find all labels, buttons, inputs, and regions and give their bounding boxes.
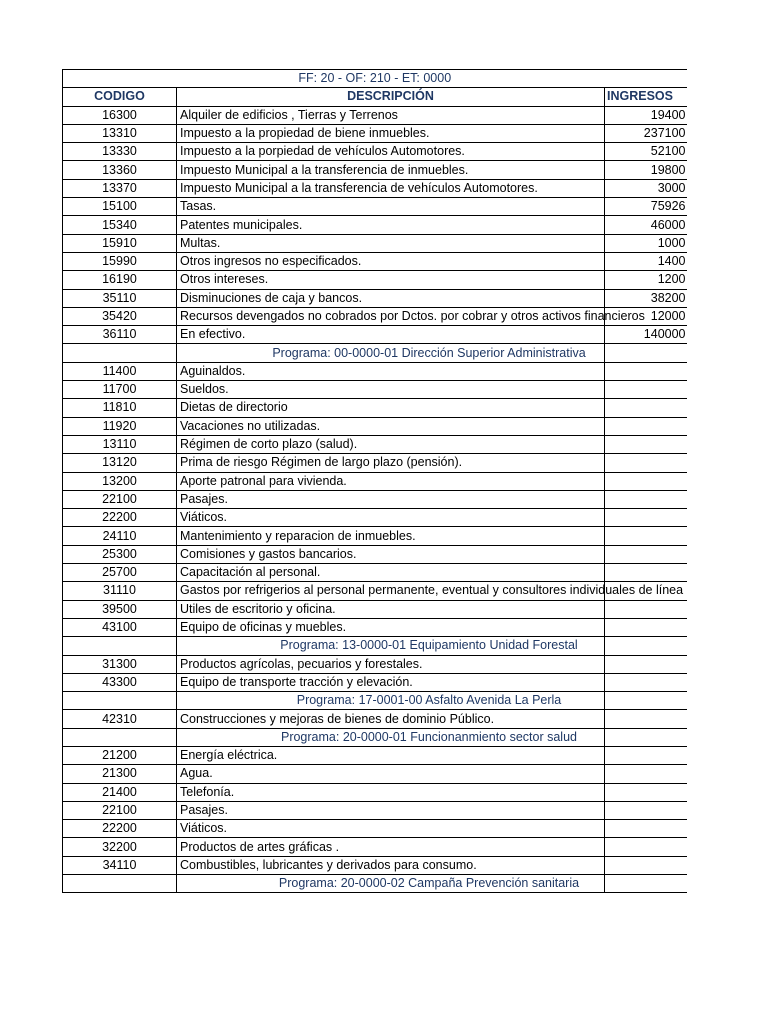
code-cell: 11400 <box>63 362 177 380</box>
header-descripcion: DESCRIPCIÓN <box>177 88 605 106</box>
table-row <box>63 179 687 197</box>
code-cell: 25700 <box>63 564 177 582</box>
description-cell: Productos de artes gráficas . <box>177 838 605 856</box>
program-amount-cell <box>605 875 687 893</box>
program-label: Programa: 20-0000-01 Funcionanmiento sector salud <box>177 728 605 746</box>
description-cell: Utiles de escritorio y oficina. <box>177 600 605 618</box>
program-amount-cell <box>605 728 687 746</box>
table-row <box>63 838 687 856</box>
description-cell: Recursos devengados no cobrados por Dctos. por cobrar y otros activos financieros <box>177 307 605 325</box>
description-cell: Pasajes. <box>177 490 605 508</box>
description-cell: Aguinaldos. <box>177 362 605 380</box>
title-row <box>63 70 687 88</box>
ingresos-cell: 237100 <box>605 124 687 142</box>
ingresos-cell <box>605 600 687 618</box>
table-row <box>63 454 687 472</box>
ingresos-cell <box>605 490 687 508</box>
description-cell: Alquiler de edificios , Tierras y Terrenos <box>177 106 605 124</box>
table-row <box>63 399 687 417</box>
ingresos-cell <box>605 417 687 435</box>
ingresos-cell: 3000 <box>605 179 687 197</box>
program-code-cell <box>63 728 177 746</box>
ingresos-cell: 12000 <box>605 307 687 325</box>
program-amount-cell <box>605 344 687 362</box>
ingresos-cell <box>605 820 687 838</box>
table-row <box>63 417 687 435</box>
ingresos-cell: 46000 <box>605 216 687 234</box>
program-label: Programa: 00-0000-01 Dirección Superior Administrativa <box>177 344 605 362</box>
program-code-cell <box>63 637 177 655</box>
table-row <box>63 582 687 600</box>
table-row <box>63 252 687 270</box>
code-cell: 25300 <box>63 545 177 563</box>
code-cell: 21300 <box>63 765 177 783</box>
table-row <box>63 435 687 453</box>
program-label: Programa: 17-0001-00 Asfalto Avenida La Perla <box>177 692 605 710</box>
description-cell: Viáticos. <box>177 509 605 527</box>
code-cell: 43100 <box>63 618 177 636</box>
ingresos-cell <box>605 838 687 856</box>
table-row <box>63 765 687 783</box>
code-cell: 22200 <box>63 820 177 838</box>
description-cell: Energía eléctrica. <box>177 746 605 764</box>
description-cell: Equipo de oficinas y muebles. <box>177 618 605 636</box>
sheet-title: FF: 20 - OF: 210 - ET: 0000 <box>63 70 687 88</box>
code-cell: 13110 <box>63 435 177 453</box>
code-cell: 43300 <box>63 673 177 691</box>
program-amount-cell <box>605 637 687 655</box>
description-cell: Impuesto Municipal a la transferencia de vehículos Automotores. <box>177 179 605 197</box>
ingresos-cell: 52100 <box>605 143 687 161</box>
table-row <box>63 820 687 838</box>
ingresos-cell: 19800 <box>605 161 687 179</box>
ingresos-cell: 19400 <box>605 106 687 124</box>
table-row <box>63 472 687 490</box>
code-cell: 15990 <box>63 252 177 270</box>
code-cell: 32200 <box>63 838 177 856</box>
table-row <box>63 527 687 545</box>
description-cell: Sueldos. <box>177 381 605 399</box>
ingresos-cell <box>605 435 687 453</box>
code-cell: 13120 <box>63 454 177 472</box>
description-cell: Régimen de corto plazo (salud). <box>177 435 605 453</box>
code-cell: 21200 <box>63 746 177 764</box>
description-cell: Combustibles, lubricantes y derivados para consumo. <box>177 856 605 874</box>
code-cell: 16190 <box>63 271 177 289</box>
description-cell: Pasajes. <box>177 801 605 819</box>
table-row <box>63 307 687 325</box>
code-cell: 22200 <box>63 509 177 527</box>
description-cell: Patentes municipales. <box>177 216 605 234</box>
code-cell: 16300 <box>63 106 177 124</box>
table-row <box>63 509 687 527</box>
code-cell: 13370 <box>63 179 177 197</box>
code-cell: 15100 <box>63 198 177 216</box>
code-cell: 13310 <box>63 124 177 142</box>
description-cell: Telefonía. <box>177 783 605 801</box>
ingresos-cell <box>605 381 687 399</box>
code-cell: 36110 <box>63 326 177 344</box>
program-code-cell <box>63 875 177 893</box>
ingresos-cell <box>605 362 687 380</box>
table-row <box>63 564 687 582</box>
table-row <box>63 490 687 508</box>
table-row <box>63 161 687 179</box>
ingresos-cell <box>605 746 687 764</box>
ingresos-cell <box>605 509 687 527</box>
ingresos-cell <box>605 454 687 472</box>
header-ingresos: INGRESOS <box>605 88 687 106</box>
description-cell: Comisiones y gastos bancarios. <box>177 545 605 563</box>
code-cell: 11920 <box>63 417 177 435</box>
table-row <box>63 600 687 618</box>
ingresos-cell: 140000 <box>605 326 687 344</box>
code-cell: 35420 <box>63 307 177 325</box>
code-cell: 15910 <box>63 234 177 252</box>
table-row <box>63 106 687 124</box>
code-cell: 22100 <box>63 490 177 508</box>
table-row <box>63 801 687 819</box>
code-cell: 24110 <box>63 527 177 545</box>
ingresos-cell <box>605 545 687 563</box>
code-cell: 22100 <box>63 801 177 819</box>
description-cell: Otros ingresos no especificados. <box>177 252 605 270</box>
ingresos-cell <box>605 856 687 874</box>
ingresos-cell: 75926 <box>605 198 687 216</box>
code-cell: 13360 <box>63 161 177 179</box>
ingresos-cell <box>605 801 687 819</box>
ingresos-cell: 38200 <box>605 289 687 307</box>
table-row <box>63 673 687 691</box>
ingresos-cell <box>605 564 687 582</box>
description-cell: Impuesto Municipal a la transferencia de inmuebles. <box>177 161 605 179</box>
description-cell: Mantenimiento y reparacion de inmuebles. <box>177 527 605 545</box>
table-row <box>63 618 687 636</box>
table-row <box>63 545 687 563</box>
ingresos-cell <box>605 783 687 801</box>
table-row <box>63 362 687 380</box>
program-row <box>63 637 687 655</box>
ingresos-cell <box>605 618 687 636</box>
budget-table <box>62 69 687 893</box>
description-cell: Construcciones y mejoras de bienes de dominio Público. <box>177 710 605 728</box>
description-cell: Prima de riesgo Régimen de largo plazo (pensión). <box>177 454 605 472</box>
table-row <box>63 143 687 161</box>
code-cell: 11810 <box>63 399 177 417</box>
program-row <box>63 875 687 893</box>
ingresos-cell: 1200 <box>605 271 687 289</box>
program-label: Programa: 20-0000-02 Campaña Prevención sanitaria <box>177 875 605 893</box>
header-row <box>63 88 687 106</box>
ingresos-cell <box>605 399 687 417</box>
table-row <box>63 381 687 399</box>
description-cell: Vacaciones no utilizadas. <box>177 417 605 435</box>
code-cell: 21400 <box>63 783 177 801</box>
program-row <box>63 728 687 746</box>
description-cell: Impuesto a la propiedad de biene inmuebles. <box>177 124 605 142</box>
code-cell: 39500 <box>63 600 177 618</box>
description-cell: Capacitación al personal. <box>177 564 605 582</box>
description-cell: Viáticos. <box>177 820 605 838</box>
table-row <box>63 124 687 142</box>
program-label: Programa: 13-0000-01 Equipamiento Unidad Forestal <box>177 637 605 655</box>
table-row <box>63 216 687 234</box>
table-row <box>63 856 687 874</box>
code-cell: 31300 <box>63 655 177 673</box>
table-row <box>63 234 687 252</box>
program-code-cell <box>63 692 177 710</box>
table-row <box>63 198 687 216</box>
description-cell: En efectivo. <box>177 326 605 344</box>
ingresos-cell <box>605 655 687 673</box>
table-row <box>63 710 687 728</box>
description-cell: Agua. <box>177 765 605 783</box>
ingresos-cell: 1400 <box>605 252 687 270</box>
program-amount-cell <box>605 692 687 710</box>
table-row <box>63 746 687 764</box>
code-cell: 13330 <box>63 143 177 161</box>
budget-sheet <box>62 69 686 893</box>
program-row <box>63 344 687 362</box>
ingresos-cell: 1000 <box>605 234 687 252</box>
table-row <box>63 271 687 289</box>
description-cell: Equipo de transporte tracción y elevación. <box>177 673 605 691</box>
table-row <box>63 655 687 673</box>
ingresos-cell <box>605 765 687 783</box>
ingresos-cell <box>605 527 687 545</box>
code-cell: 34110 <box>63 856 177 874</box>
header-codigo: CODIGO <box>63 88 177 106</box>
description-cell: Tasas. <box>177 198 605 216</box>
code-cell: 11700 <box>63 381 177 399</box>
code-cell: 35110 <box>63 289 177 307</box>
description-cell: Productos agrícolas, pecuarios y forestales. <box>177 655 605 673</box>
code-cell: 15340 <box>63 216 177 234</box>
code-cell: 42310 <box>63 710 177 728</box>
description-cell: Aporte patronal para vivienda. <box>177 472 605 490</box>
ingresos-cell <box>605 673 687 691</box>
description-cell: Dietas de directorio <box>177 399 605 417</box>
program-code-cell <box>63 344 177 362</box>
ingresos-cell <box>605 710 687 728</box>
ingresos-cell <box>605 472 687 490</box>
description-cell: Gastos por refrigerios al personal permanente, eventual y consultores individuales de línea <box>177 582 605 600</box>
code-cell: 13200 <box>63 472 177 490</box>
table-row <box>63 326 687 344</box>
program-row <box>63 692 687 710</box>
code-cell: 31110 <box>63 582 177 600</box>
table-row <box>63 783 687 801</box>
description-cell: Impuesto a la porpiedad de vehículos Automotores. <box>177 143 605 161</box>
description-cell: Multas. <box>177 234 605 252</box>
table-row <box>63 289 687 307</box>
description-cell: Otros intereses. <box>177 271 605 289</box>
description-cell: Disminuciones de caja y bancos. <box>177 289 605 307</box>
